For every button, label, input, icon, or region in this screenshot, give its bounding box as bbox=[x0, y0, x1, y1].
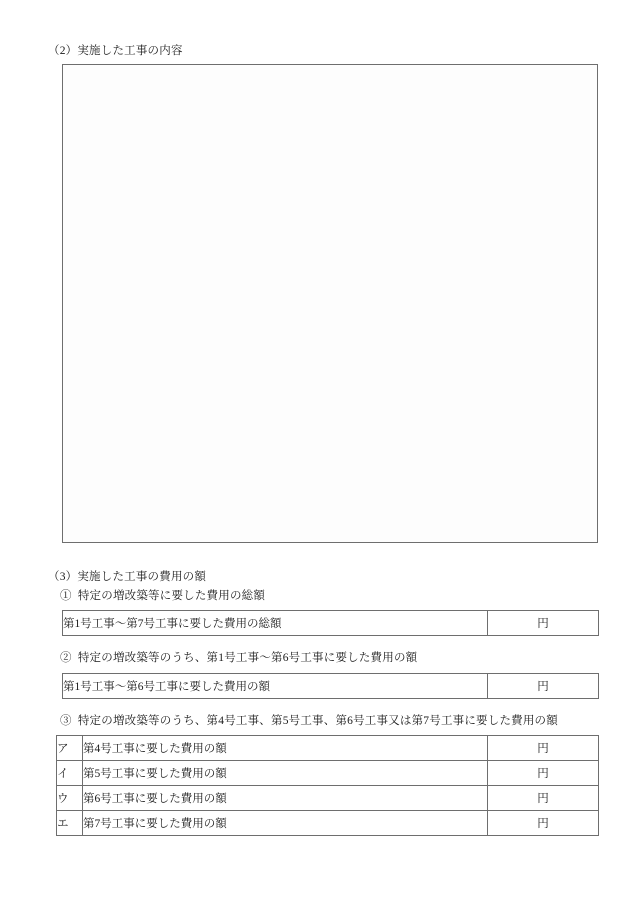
item-3-marker: ③ bbox=[60, 715, 72, 727]
breakdown-row-marker: ア bbox=[57, 736, 83, 761]
works-1-to-6-cost-table bbox=[62, 673, 599, 699]
works-1-to-6-row-unit[interactable]: 円 bbox=[488, 674, 599, 699]
breakdown-row-label: 第7号工事に要した費用の額 bbox=[83, 811, 488, 836]
table-row bbox=[57, 736, 599, 761]
table-row bbox=[57, 811, 599, 836]
works-1-to-6-row-label: 第1号工事〜第6号工事に要した費用の額 bbox=[63, 674, 488, 699]
section-3-heading: （3）実施した工事の費用の額 bbox=[48, 571, 207, 583]
table-row bbox=[57, 786, 599, 811]
table-row bbox=[57, 761, 599, 786]
breakdown-row-label: 第6号工事に要した費用の額 bbox=[83, 786, 488, 811]
breakdown-row-marker: エ bbox=[57, 811, 83, 836]
table-row bbox=[63, 674, 599, 699]
item-2-label: 特定の増改築等のうち、第1号工事〜第6号工事に要した費用の額 bbox=[77, 652, 418, 664]
works-breakdown-table bbox=[56, 735, 599, 836]
section-3-item-1-heading bbox=[60, 589, 265, 603]
breakdown-row-unit[interactable]: 円 bbox=[488, 761, 599, 786]
table-row bbox=[63, 611, 599, 636]
breakdown-row-marker: イ bbox=[57, 761, 83, 786]
item-2-marker: ② bbox=[60, 652, 72, 664]
breakdown-row-unit[interactable]: 円 bbox=[488, 736, 599, 761]
section-2-heading: （2）実施した工事の内容 bbox=[48, 45, 183, 57]
breakdown-row-label: 第4号工事に要した費用の額 bbox=[83, 736, 488, 761]
total-cost-row-label: 第1号工事〜第7号工事に要した費用の総額 bbox=[63, 611, 488, 636]
item-3-label: 特定の増改築等のうち、第4号工事、第5号工事、第6号工事又は第7号工事に要した費用の額 bbox=[77, 715, 558, 727]
breakdown-row-unit[interactable]: 円 bbox=[488, 786, 599, 811]
breakdown-row-unit[interactable]: 円 bbox=[488, 811, 599, 836]
construction-details-box[interactable] bbox=[62, 64, 598, 543]
breakdown-row-label: 第5号工事に要した費用の額 bbox=[83, 761, 488, 786]
item-1-marker: ① bbox=[60, 590, 72, 602]
total-cost-row-unit[interactable]: 円 bbox=[488, 611, 599, 636]
section-3-item-3-heading bbox=[60, 714, 558, 728]
total-cost-table bbox=[62, 610, 599, 636]
section-3-item-2-heading bbox=[60, 651, 417, 665]
breakdown-row-marker: ウ bbox=[57, 786, 83, 811]
item-1-label: 特定の増改築等に要した費用の総額 bbox=[77, 590, 266, 602]
